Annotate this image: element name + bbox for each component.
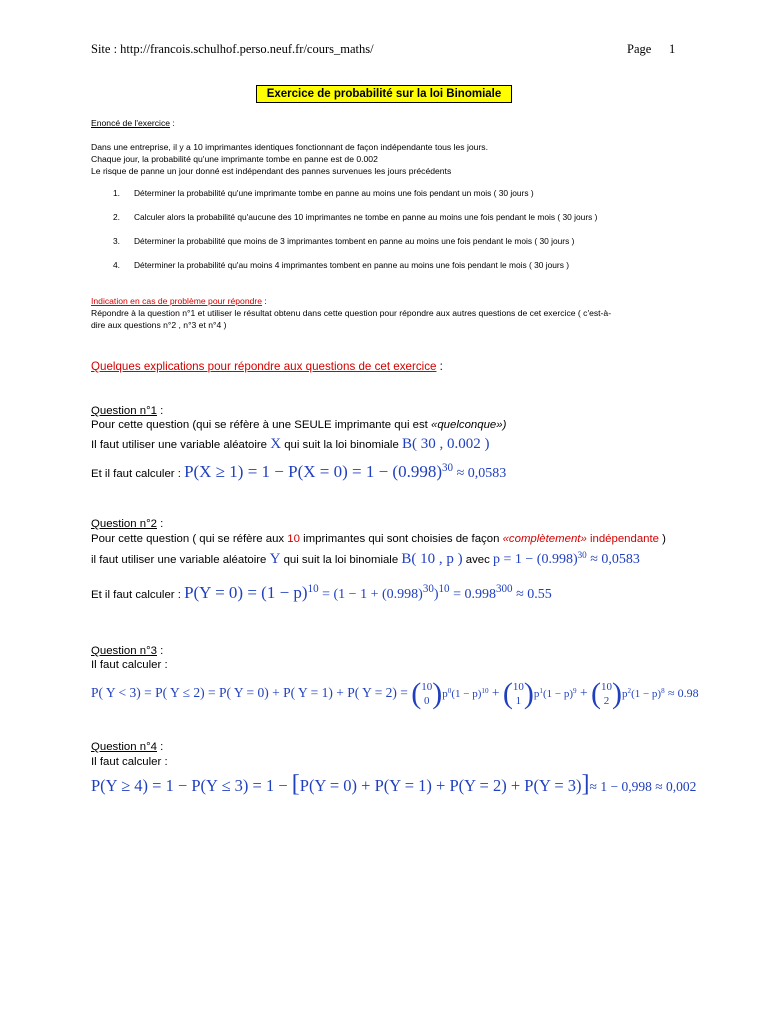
binom-top-1: 10 — [512, 681, 524, 694]
page-label: Page — [627, 42, 652, 56]
q4-formula-lhs: P(Y ≥ 4) = 1 − P(Y ≤ 3) = 1 − — [91, 776, 292, 795]
q1-line-1-text: Pour cette question (qui se réfère à une SEULE imprimante qui est — [91, 419, 432, 431]
q2-line-2 — [91, 551, 640, 568]
list-item-text: Déterminer la probabilité qu'une imprimante tombe en panne au moins une fois pendant un mois ( 30 jours ) — [134, 188, 534, 198]
q3-term-2-p: p — [621, 688, 628, 700]
binom-bottom-1: 1 — [515, 695, 522, 708]
explications-label: Quelques explications pour répondre aux questions de cet exercice — [91, 360, 437, 373]
q2-line-2-text: il faut utiliser une variable aléatoire — [91, 554, 270, 566]
q3-term-0-p: p — [442, 688, 448, 700]
q2-formula-part-1: P(Y = 0) = (1 − p) — [184, 583, 308, 602]
q3-term-2-q-exp: 8 — [661, 687, 665, 696]
binomial-coefficient — [503, 673, 534, 714]
list-item-number: 2. — [113, 212, 120, 222]
list-item-number: 3. — [113, 236, 120, 246]
binom-left-paren-2: ( — [590, 677, 601, 711]
q3-plus-1: + — [491, 685, 500, 700]
site-url: Site : http://francois.schulhof.perso.neuf.fr/cours_maths/ — [91, 42, 374, 56]
indication-line-2: dire aux questions n°2 , n°3 et n°4 ) — [91, 320, 227, 330]
q4-colon: : — [156, 741, 164, 753]
q3-term-1-p: p — [533, 688, 540, 700]
q4-line-1: Il faut calculer : — [91, 756, 168, 768]
enonce-label: Enoncé de l'exercice — [91, 118, 171, 128]
q1-line-3 — [91, 462, 506, 482]
binom-left-paren-0: ( — [411, 677, 422, 711]
q1-colon: : — [156, 405, 164, 417]
binom-stack-2 — [601, 680, 612, 708]
q2-line-3 — [91, 583, 552, 603]
q4-formula-inner: P(Y = 0) + P(Y = 1) + P(Y = 2) + P(Y = 3) — [299, 776, 582, 795]
q2-formula-exp-2: 30 — [422, 582, 434, 595]
enonce-colon: : — [170, 118, 175, 128]
q1-formula-main: P(X ≥ 1) = 1 − P(X = 0) = 1 − (0.998) — [184, 462, 443, 481]
q3-label: Question n°3 — [91, 645, 157, 657]
q2-formula-part-4: = 0.998 — [449, 587, 496, 602]
q2-p-definition — [493, 552, 640, 567]
q4-open-bracket: [ — [291, 771, 300, 797]
indication-colon: : — [262, 296, 267, 306]
q2-line-1-red: indépendante — [586, 533, 660, 545]
q1-formula-result: ≈ 0,0583 — [453, 466, 507, 481]
q2-colon: : — [156, 518, 164, 530]
list-item — [100, 236, 574, 246]
enonce-line-3: Le risque de panne un jour donné est indépendant des pannes survenues les jours précédents — [91, 166, 452, 176]
page-number: 1 — [669, 42, 676, 56]
binom-bottom-0: 0 — [424, 695, 430, 708]
q1-line-2-text: Il faut utiliser une variable aléatoire — [91, 439, 271, 451]
q3-term-0-q-exp: 10 — [481, 687, 489, 696]
q3-term-1-q-exp: 9 — [573, 687, 577, 696]
q2-formula-part-3: ) — [433, 587, 439, 602]
q3-formula-lhs: P( Y < 3) = P( Y ≤ 2) = P( Y = 0) + P( Y = 1) + P( Y = 2) = — [91, 685, 408, 700]
q2-calc-label: Et il faut calculer : — [91, 589, 185, 601]
q4-label: Question n°4 — [91, 741, 157, 753]
q3-formula — [91, 673, 699, 713]
indication-line-1: Répondre à la question n°1 et utiliser le résultat obtenu dans cette question pour répondre aux autres questions de cet exercice ( c'est-à- — [91, 308, 612, 318]
exercise-title: Exercice de probabilité sur la loi Binomiale — [256, 85, 512, 103]
q1-line-1-emphasis: «quelconque») — [431, 419, 507, 431]
q3-term-0 — [442, 688, 488, 700]
binomial-coefficient — [591, 673, 622, 714]
q2-avec: avec — [462, 554, 493, 566]
q1-line-2-mid: qui suit la loi binomiale — [281, 439, 402, 451]
q1-line-1 — [91, 419, 506, 431]
binomial-coefficient — [411, 673, 442, 714]
q2-p-result: ≈ 0,0583 — [586, 552, 640, 567]
q3-heading — [91, 645, 163, 657]
q2-law: B( 10 , p ) — [401, 551, 463, 567]
q2-heading — [91, 518, 163, 530]
q2-line-1-emphasis: «complètement» — [502, 533, 587, 545]
q4-formula-result: ≈ 1 − 0,998 ≈ 0,002 — [589, 779, 697, 794]
q3-term-0-q: (1 − p) — [451, 688, 482, 700]
q4-close-bracket: ] — [581, 771, 590, 797]
list-item — [100, 260, 569, 270]
q3-formula-result: ≈ 0.98 — [668, 686, 699, 700]
q2-formula — [184, 583, 552, 602]
q2-formula-exp-4: 300 — [495, 582, 513, 595]
q2-line-1-number: 10 — [287, 533, 300, 545]
q2-formula-part-2: = (1 − 1 + (0.998) — [318, 587, 423, 602]
list-item-text: Calculer alors la probabilité qu'aucune des 10 imprimantes ne tombe en panne au moins une fois pendant le mois ( 30 jours ) — [134, 212, 598, 222]
q2-formula-exp-1: 10 — [307, 582, 319, 595]
list-item-text: Déterminer la probabilité que moins de 3 imprimantes tombent en panne au moins une fois pendant le mois ( 30 jours ) — [134, 236, 575, 246]
q2-line-1 — [91, 533, 666, 545]
list-item-number: 4. — [113, 260, 120, 270]
q3-term-2-q: (1 − p) — [631, 688, 662, 700]
q2-line-1-end: ) — [659, 533, 666, 545]
binom-left-paren-1: ( — [502, 677, 513, 711]
q1-variable: X — [270, 436, 282, 452]
q2-formula-exp-3: 10 — [438, 582, 450, 595]
binom-top-0: 10 — [421, 681, 433, 694]
explications-heading — [91, 360, 443, 373]
q1-label: Question n°1 — [91, 405, 157, 417]
binom-right-paren-1: ) — [523, 677, 534, 711]
q1-law: B( 30 , 0.002 ) — [401, 436, 490, 452]
q3-term-0-exp: 0 — [447, 687, 452, 696]
q4-formula — [91, 770, 696, 801]
q1-formula-exponent: 30 — [442, 461, 454, 474]
list-item-number: 1. — [113, 188, 120, 198]
q1-heading — [91, 405, 163, 417]
q2-p-formula: p = 1 − (0.998) — [492, 552, 578, 567]
q3-term-1-q: (1 − p) — [543, 688, 574, 700]
explications-colon: : — [436, 360, 443, 373]
indication-heading — [91, 295, 267, 307]
q1-formula — [184, 462, 506, 481]
binom-top-2: 10 — [600, 681, 612, 694]
list-item — [100, 188, 534, 198]
enonce-line-1: Dans une entreprise, il y a 10 imprimantes identiques fonctionnant de façon indépendante tous les jours. — [91, 142, 488, 152]
enonce-heading — [91, 117, 175, 129]
q3-term-2 — [622, 688, 665, 700]
q1-line-2 — [91, 436, 489, 453]
q3-term-2-exp: 2 — [627, 687, 632, 696]
q2-line-2-mid: qui suit la loi binomiale — [280, 554, 402, 566]
binom-stack-0 — [421, 680, 432, 708]
list-item — [100, 212, 597, 222]
binom-right-paren-0: ) — [432, 677, 443, 711]
binom-right-paren-2: ) — [611, 677, 622, 711]
q3-colon: : — [156, 645, 164, 657]
q3-line-1: Il faut calculer : — [91, 659, 168, 671]
q3-term-1 — [534, 688, 577, 700]
q3-term-1-exp: 1 — [539, 687, 543, 696]
list-item-text: Déterminer la probabilité qu'au moins 4 imprimantes tombent en panne au moins une fois pendant le mois ( 30 jours ) — [134, 260, 570, 270]
binom-bottom-2: 2 — [603, 695, 610, 708]
enonce-line-2: Chaque jour, la probabilité qu'une imprimante tombe en panne est de 0.002 — [91, 154, 378, 164]
q2-p-exponent: 30 — [577, 550, 587, 560]
binom-stack-1 — [513, 680, 524, 708]
indication-label: Indication en cas de problème pour répondre — [91, 296, 263, 306]
q2-formula-result: ≈ 0.55 — [512, 587, 552, 602]
q3-plus-2: + — [579, 685, 588, 700]
q2-variable: Y — [269, 551, 281, 567]
q2-line-1-mid: imprimantes qui sont choisies de façon — [299, 533, 503, 545]
q1-calc-label: Et il faut calculer : — [91, 468, 185, 480]
q2-label: Question n°2 — [91, 518, 157, 530]
q4-heading — [91, 741, 163, 753]
q2-line-1-text: Pour cette question ( qui se réfère aux — [91, 533, 288, 545]
